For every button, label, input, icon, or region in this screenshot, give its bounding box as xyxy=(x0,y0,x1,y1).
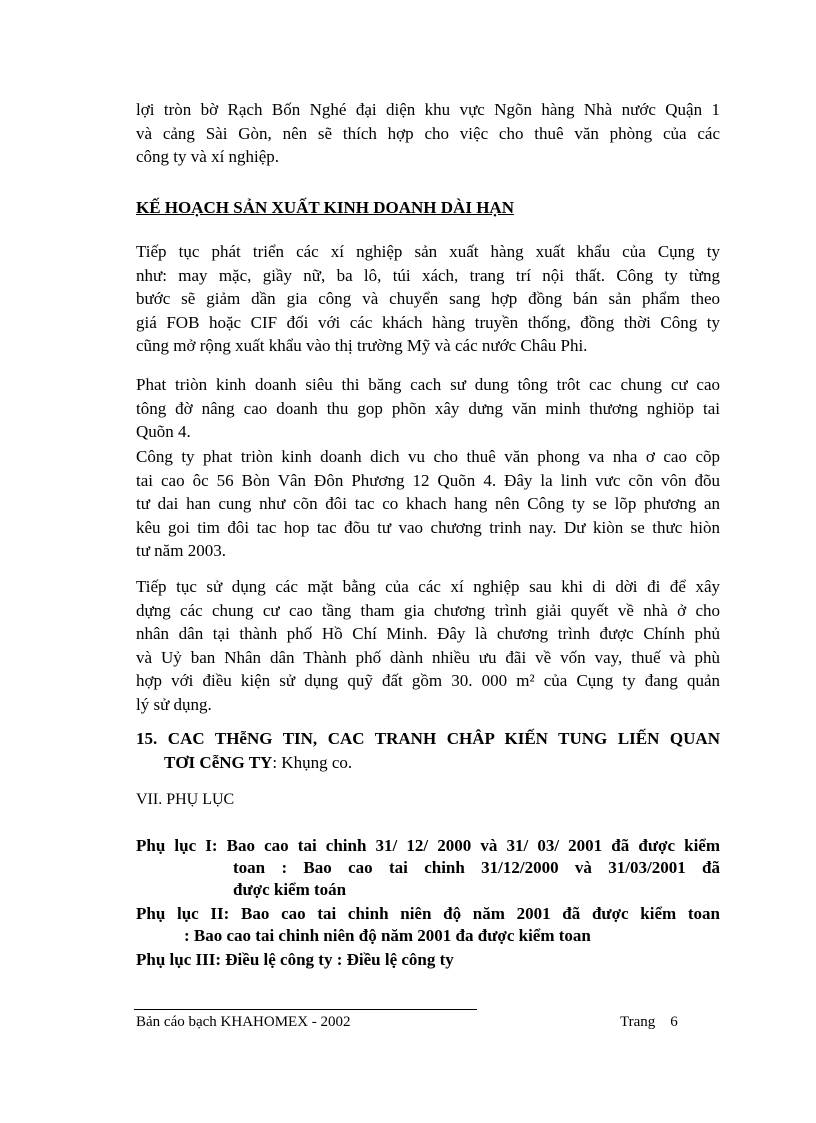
text-line: cũng mở rộng xuất khẩu vào thị trường Mỹ và các nước Châu Phi. xyxy=(136,336,588,355)
section-15-subject: TƠI CễNG TY xyxy=(164,753,273,772)
paragraph-export-plan xyxy=(136,240,720,358)
appendix-line: Phụ lục I: Bao cao tai chinh 31/ 12/ 2000 và 31/ 03/ 2001 đã được kiểm xyxy=(136,836,720,855)
paragraph-housing xyxy=(136,575,720,716)
text-line: nhân dân tại thành phố Hồ Chí Minh. Đây là chương trình được Chính phủ xyxy=(136,624,720,643)
appendix-line: Phụ lục II: Bao cao tai chinh niên độ năm 2001 đã được kiểm toan xyxy=(136,904,720,923)
appendix-line: : Bao cao tai chinh niên độ năm 2001 đa được kiểm toan xyxy=(184,926,591,945)
footer-divider xyxy=(134,1009,477,1010)
section-15-disputes xyxy=(136,727,720,775)
text-line: bước sẽ giảm dần gia công và chuyển sang hợp đồng bán sản phẩm theo xyxy=(136,289,720,308)
text-line: lợi tròn bờ Rạch Bốn Nghé đại diện khu vực Ngõn hàng Nhà nước Quận 1 xyxy=(136,100,720,119)
section-15-answer: : Khụng co. xyxy=(272,753,353,772)
text-line: Công ty phat triòn kinh doanh dich vu cho thuê văn phong va nha ơ cao cõp xyxy=(136,447,720,466)
text-line: dựng các chung cư cao tầng tham gia chương trình giải quyết về nhà ở cho xyxy=(136,600,720,620)
text-line: và Uỷ ban Nhân dân Thành phố dành nhiều ưu đãi về vốn vay, thuế và phù xyxy=(136,647,720,667)
appendix-line: Phụ lục III: Điều lệ công ty : Điều lệ công ty xyxy=(136,950,454,969)
text-line: và cảng Sài Gòn, nên sẽ thích hợp cho việc cho thuê văn phòng của các xyxy=(136,123,720,143)
appendix-1 xyxy=(136,835,720,901)
section-vii-heading: VII. PHỤ LỤC xyxy=(136,791,235,808)
paragraph-supermarket xyxy=(136,373,720,444)
text-line: công ty và xí nghiệp. xyxy=(136,147,280,166)
text-line: tông đờ nâng cao doanh thu gop phõn xây dưng văn minh thương nghiöp tai xyxy=(136,398,720,418)
text-line: giá FOB hoặc CIF đối với các khách hàng truyền thống, đồng thời Công ty xyxy=(136,312,720,332)
appendix-2 xyxy=(136,903,720,947)
text-line: Tiếp tục sử dụng các mặt bằng của các xí nghiệp sau khi di dời đi để xây xyxy=(136,577,720,596)
text-line: Tiếp tục phát triển các xí nghiệp sản xuất hàng xuất khẩu của Cụng ty xyxy=(136,242,720,261)
text-line: lý sử dụng. xyxy=(136,694,212,714)
text-line: Phat triòn kinh doanh siêu thi băng cach sư dung tông trôt cac chung cư cao xyxy=(136,375,720,394)
intro-paragraph xyxy=(136,98,720,169)
text-line: kêu goi tim đôi tac hop tac đõu tư vao chương trinh nay. Dư kiòn se thưc hiòn xyxy=(136,517,720,537)
text-line: Quõn 4. xyxy=(136,422,191,441)
footer-page-number: Trang 6 xyxy=(620,1014,678,1030)
text-line: tư năm 2003. xyxy=(136,541,226,560)
text-line: tai cao ôc 56 Bòn Vân Đôn Phương 12 Quõn 4. Đây la linh vưc cõn vôn đõu xyxy=(136,470,720,490)
appendix-line: toan : Bao cao tai chinh 31/12/2000 và 31/03/2001 đã xyxy=(233,858,720,877)
text-line: hợp với điều kiện sử dụng quỹ đất gồm 30. 000 m² của Cụng ty đang quản xyxy=(136,671,720,690)
section-15-subtitle xyxy=(136,751,720,775)
footer-document-title: Bản cáo bạch KHAHOMEX - 2002 xyxy=(136,1014,351,1030)
text-line: như: may mặc, giầy nữ, ba lô, túi xách, trang trí nội thất. Công ty từng xyxy=(136,265,720,285)
section-heading: KẾ HOẠCH SẢN XUẤT KINH DOANH DÀI HẠN xyxy=(136,198,514,217)
text-line: tư dai han cung như cõn đôi tac co khach hang nên Công ty se lõp phương an xyxy=(136,494,720,513)
section-15-title: 15. CAC THễNG TIN, CAC TRANH CHÂP KIẾN TUNG LIẾN QUAN xyxy=(136,729,720,748)
appendix-line: được kiểm toán xyxy=(233,880,347,899)
paragraph-office-rental xyxy=(136,445,720,563)
appendix-3 xyxy=(136,949,720,971)
